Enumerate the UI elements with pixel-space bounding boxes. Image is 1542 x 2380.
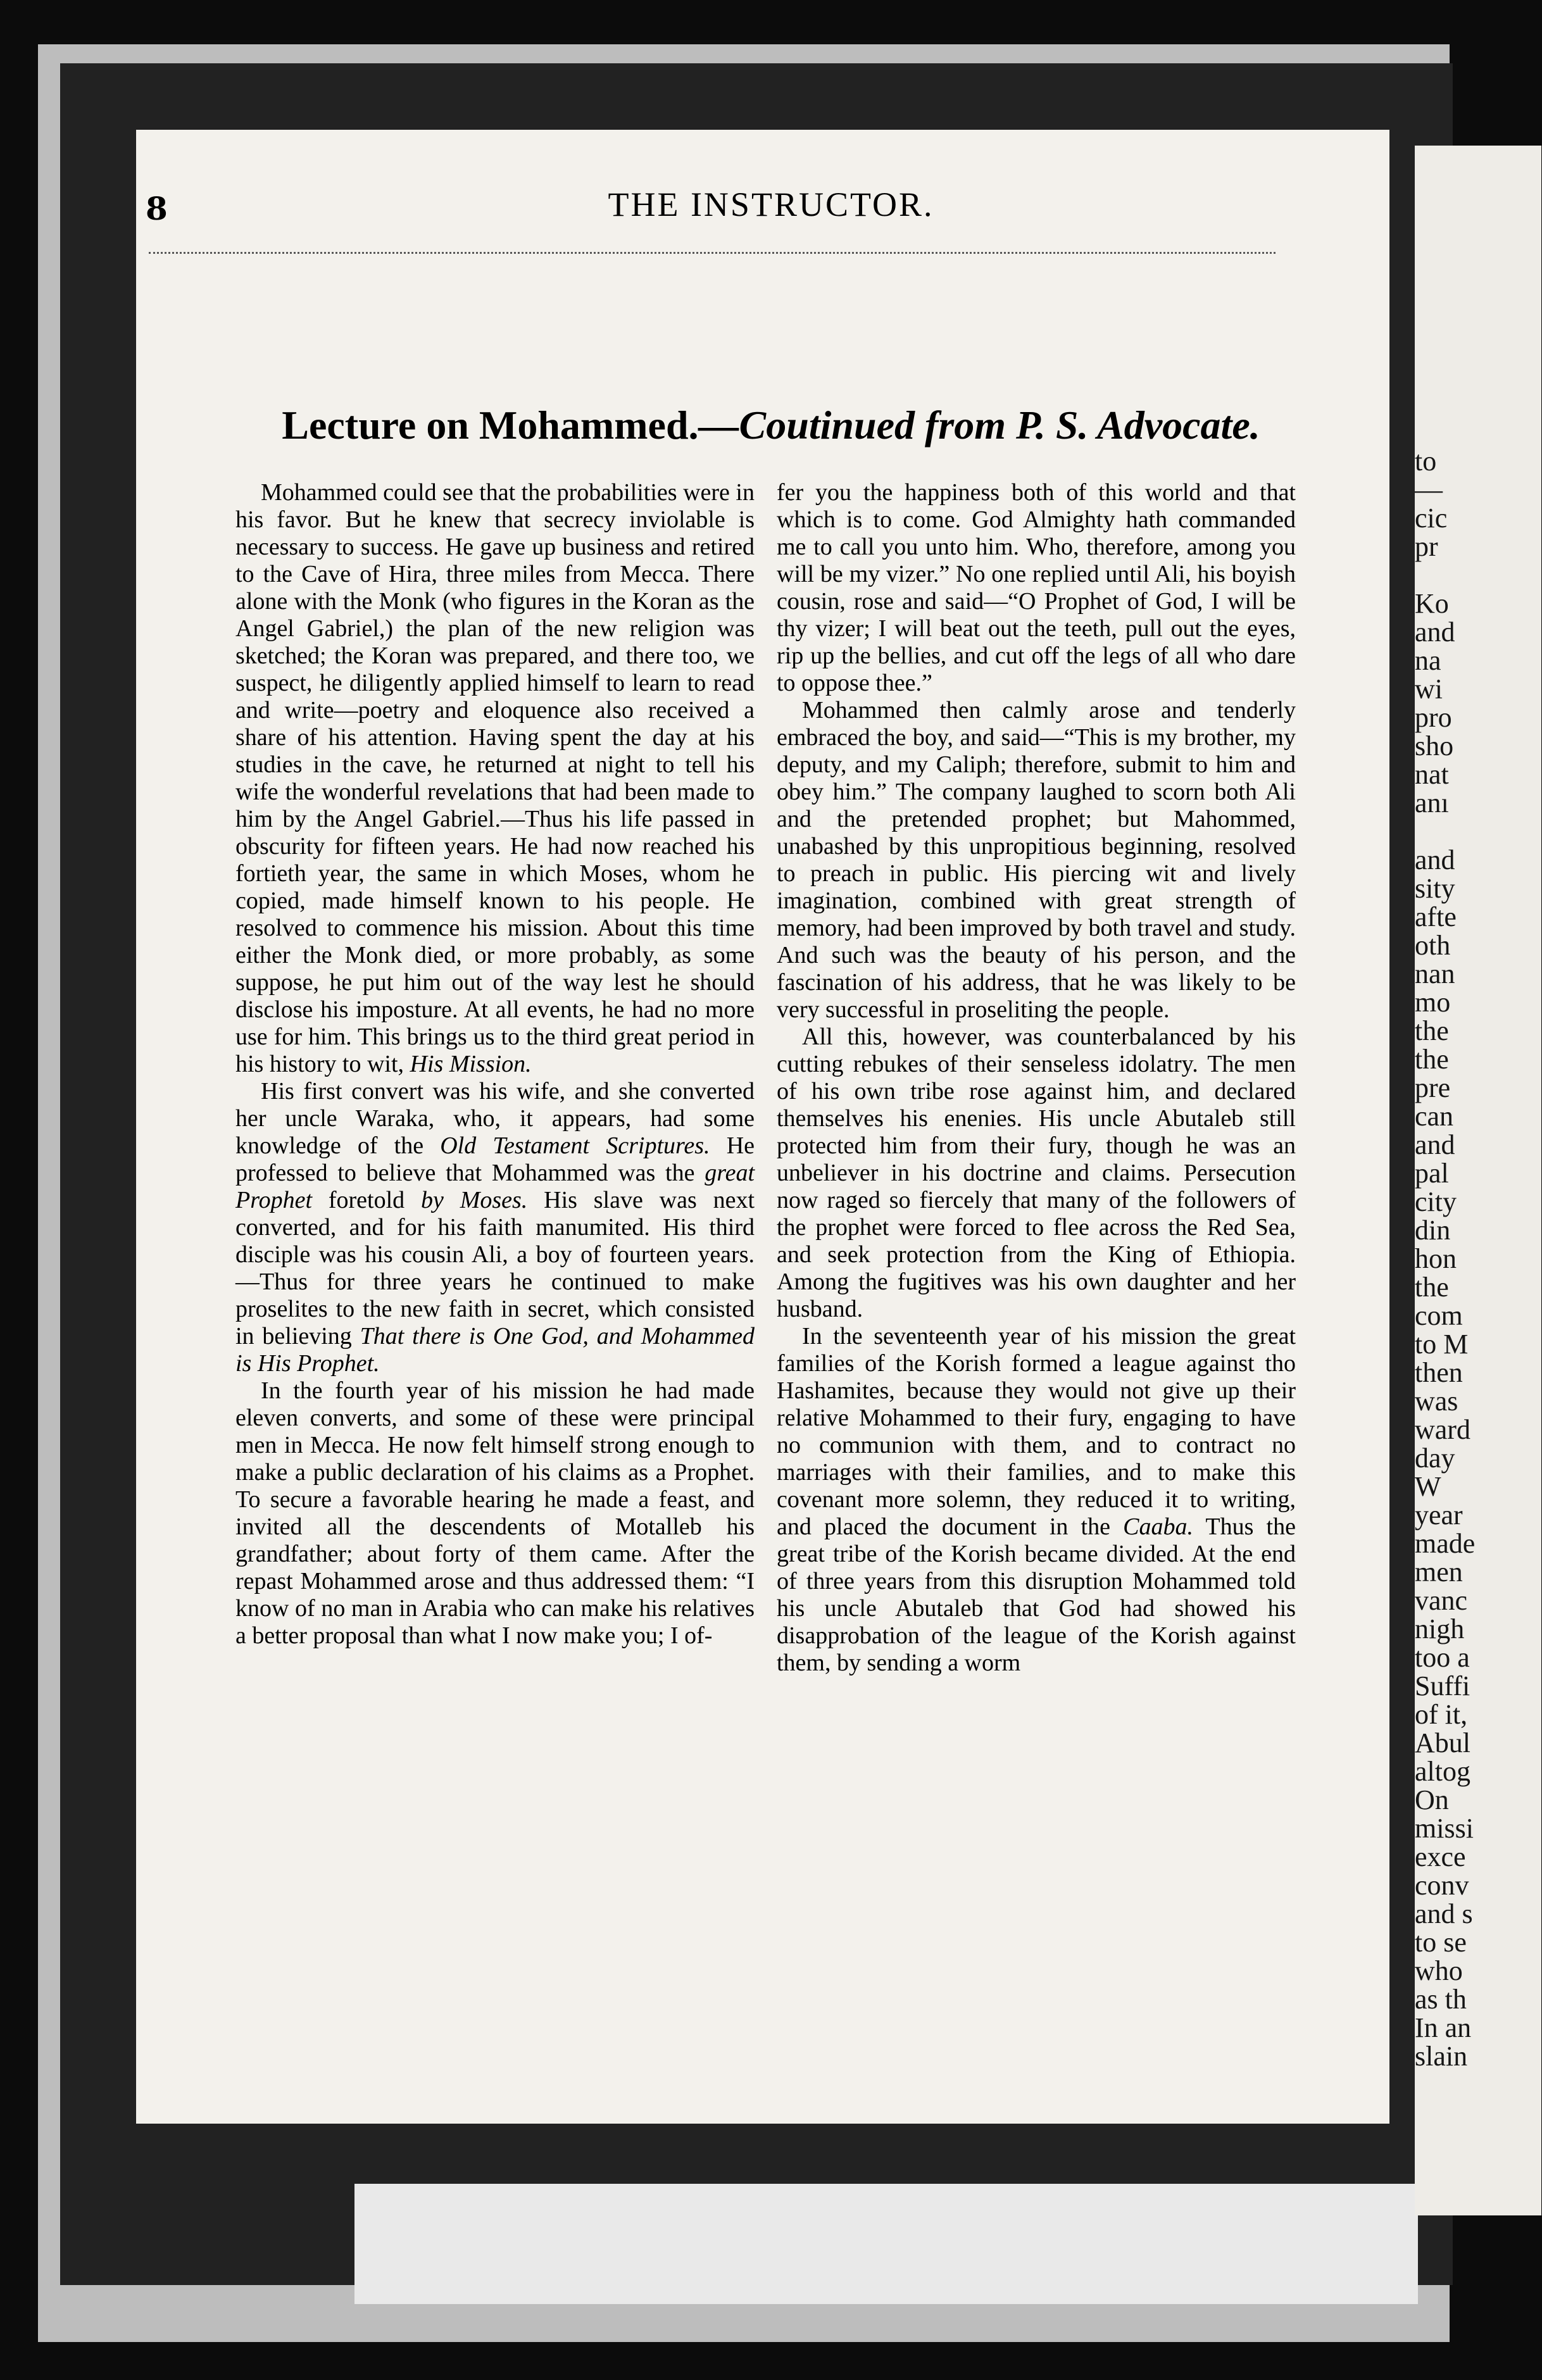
text-column-right [777,479,1296,1677]
page-number: 8 [146,190,168,227]
adjacent-page-fragment: vanc [1415,1585,1468,1616]
paragraph: Mohammed then calmly arose and tenderly embraced the boy, and said—“This is my brother, my deputy, and my Caliph; therefore, submit to him and obey him.” The company laughed to scorn both Ali and the pretended prophet; but Mahommed, unabashed by this unpropitious beginning, resolved to preach in public. His piercing wit and lively imagination, combined with great strength of memory, had been improved by both travel and study. And such was the beauty of his person, and the fascination of his address, that he was likely to be very successful in proseliting the people. [777,697,1296,1023]
adjacent-page-fragment: Suffi [1415,1670,1470,1701]
adjacent-page-fragment: and [1415,1129,1455,1160]
paragraph: In the fourth year of his mission he had made eleven converts, and some of these were principal men in Mecca. He now felt himself strong enough to make a public declaration of his claims as a Prophet. To secure a favorable hearing he made a feast, and invited all the descendents of Motalleb his grandfather; about forty of them came. After the repast Mohammed arose and thus addressed them: “I know of no man in Arabia who can make his relatives a better proposal than what I now make you; I of- [235,1377,755,1649]
paragraph: Mohammed could see that the probabilities were in his favor. But he knew that secrecy inviolable is necessary to success. He gave up business and retired to the Cave of Hira, three miles from Mecca. There alone with the Monk (who figures in the Koran as the Angel Gabriel,) the plan of the new religion was sketched; the Koran was prepared, and there too, we suspect, he diligently applied himself to learn to read and write—poetry and eloquence also received a share of his attention. Having spent the day at his studies in the cave, he returned at night to tell his wife the wonderful revelations that had been made to him by the Angel Gabriel.—Thus his life passed in obscurity for fifteen years. He had now reached his fortieth year, the same in which Moses, whom he copied, made himself known to his people. He resolved to commence his mission. About this time either the Monk died, or more probably, as some suppose, he put him out of the way lest he should disclose his imposture. At all events, he had no more use for him. This brings us to the third great period in his history to wit, His Mission. [235,479,755,1077]
adjacent-page-fragment: and s [1415,1898,1473,1929]
adjacent-page-fragment: nigh [1415,1613,1465,1644]
adjacent-page-fragment: conv [1415,1870,1469,1901]
adjacent-page-fragment: com [1415,1300,1463,1331]
adjacent-page-fragment: the [1415,1044,1449,1075]
paragraph: His first convert was his wife, and she converted her uncle Waraka, who, it appears, had some knowledge of the Old Testament Scriptures. He professed to believe that Mohammed was the great Prophet foretold by Moses. His slave was next converted, and for his faith manumited. His third disciple was his cousin Ali, a boy of fourteen years.—Thus for three years he continued to make proselites to the new faith in secret, which consisted in believing That there is One God, and Mohammed is His Prophet. [235,1078,755,1377]
adjacent-page-fragment: too a [1415,1642,1470,1673]
adjacent-page-fragment: to [1415,446,1437,477]
adjacent-page-fragment: sity [1415,873,1455,904]
paragraph: All this, however, was counterbalanced by his cutting rebukes of their senseless idolatry. The men of his own tribe rose against him, and declared themselves his enenies. His uncle Abutaleb still protected him from their fury, though he was an unbeliever in his doctrine and claims. Persecution now raged so fiercely that many of the followers of the prophet were forced to flee across the Red Sea, and seek protection from the King of Ethiopia. Among the fugitives was his own daughter and her husband. [777,1024,1296,1322]
adjacent-page-edge [1415,146,1541,2215]
adjacent-page-fragment: In an [1415,2012,1472,2043]
adjacent-page-fragment [1415,561,1475,589]
paragraph: In the seventeenth year of his mission the great families of the Korish formed a league against tho Hashamites, because they would not give up their relative Mohammed to their fury, engaging to have no communion with them, and to contract no marriages with their families, and to make this covenant more solemn, they reduced it to writing, and placed the document in the Caaba. Thus the great tribe of the Korish became divided. At the end of three years from this disruption Mohammed told his uncle Abutaleb that God had showed his disapprobation of the league of the Korish against them, by sending a worm [777,1323,1296,1676]
adjacent-page-fragment [1415,817,1475,846]
adjacent-page-fragment: On [1415,1784,1449,1815]
adjacent-page-fragment: the [1415,1272,1449,1303]
adjacent-page-fragment: city [1415,1186,1457,1217]
adjacent-page-fragment: men [1415,1556,1463,1588]
adjacent-page-fragment: pro [1415,702,1452,733]
adjacent-page-fragment: Ko [1415,588,1449,619]
article-title-source: —Coutinued from P. S. Advocate. [698,403,1260,448]
header-rule [149,252,1276,254]
adjacent-page-fragment: hon [1415,1243,1457,1274]
adjacent-page-fragment: who [1415,1955,1463,1986]
article-title-main: Lecture on Mohammed. [282,403,699,448]
adjacent-page-fragment: of it, [1415,1699,1468,1730]
adjacent-page-fragment: nat [1415,759,1449,790]
adjacent-page-fragment: afte [1415,901,1457,932]
adjacent-page-fragment: was [1415,1386,1458,1417]
adjacent-page-fragment: ward [1415,1414,1470,1445]
adjacent-page-fragment: slain [1415,2041,1468,2072]
article-title [0,402,1542,449]
adjacent-page-fragment: the [1415,1015,1449,1046]
adjacent-page-fragment: then [1415,1357,1463,1388]
adjacent-page-fragment: missi [1415,1813,1474,1844]
adjacent-page-fragment: wi [1415,673,1443,705]
adjacent-page-fragment: na [1415,645,1441,676]
text-column-left [235,479,755,1650]
adjacent-page-fragment: cic [1415,503,1448,534]
adjacent-page-fragment: altog [1415,1756,1470,1787]
scan-bottom-strip [354,2184,1418,2304]
adjacent-page-fragment: pal [1415,1158,1449,1189]
adjacent-page-fragment: pr [1415,531,1438,562]
adjacent-page-fragment: mo [1415,987,1451,1018]
adjacent-page-fragment: anı [1415,787,1449,818]
adjacent-page-fragment: and [1415,617,1455,648]
adjacent-page-fragment: — [1415,474,1443,505]
adjacent-page-fragment: year [1415,1500,1463,1531]
adjacent-page-fragment: pre [1415,1072,1451,1103]
adjacent-page-fragment: oth [1415,930,1451,961]
adjacent-page-fragment: nan [1415,958,1455,989]
adjacent-page-fragment: exce [1415,1841,1466,1872]
adjacent-page-fragment: and [1415,844,1455,875]
adjacent-page-fragment: made [1415,1528,1476,1559]
adjacent-page-fragment: W [1415,1471,1441,1502]
adjacent-page-fragments [1415,447,1475,2070]
paragraph: fer you the happiness both of this world and that which is to come. God Almighty hath commanded me to call you unto him. Who, therefore, among you will be my vizer.” No one replied until Ali, his boyish cousin, rose and said—“O Prophet of God, I will be thy vizer; I will beat out the teeth, pull out the eyes, rip up the bellies, and cut off the legs of all who dare to oppose thee.” [777,479,1296,696]
running-head: THE INSTRUCTOR. [608,185,934,223]
adjacent-page-fragment: din [1415,1215,1451,1246]
adjacent-page-fragment: day [1415,1443,1455,1474]
adjacent-page-fragment: Abul [1415,1727,1470,1758]
adjacent-page-fragment: can [1415,1101,1454,1132]
adjacent-page-fragment: to M [1415,1329,1469,1360]
adjacent-page-fragment: to se [1415,1927,1467,1958]
adjacent-page-fragment: sho [1415,730,1454,761]
adjacent-page-fragment: as th [1415,1984,1467,2015]
